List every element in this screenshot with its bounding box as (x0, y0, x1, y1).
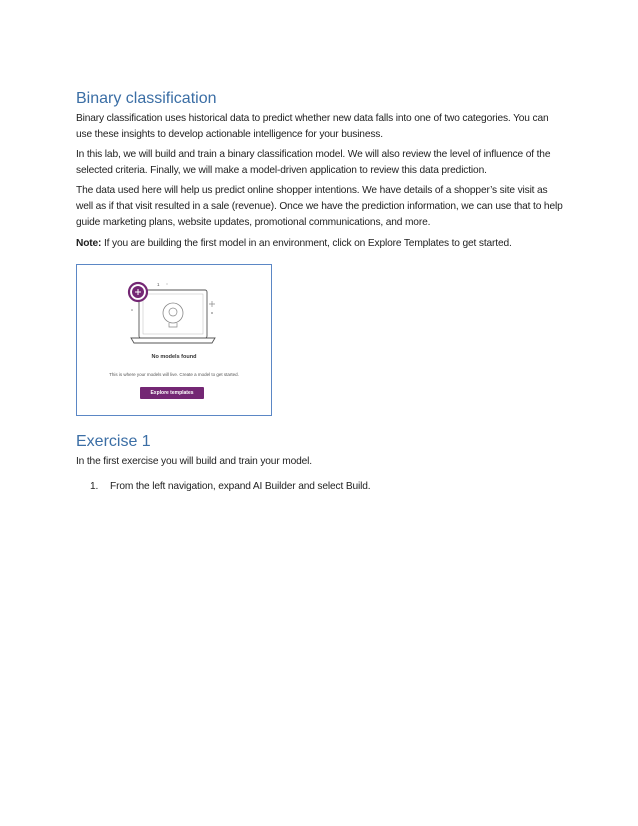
section-heading-exercise-1: Exercise 1 (76, 433, 151, 450)
note-label: Note: (76, 238, 102, 249)
list-item (90, 479, 370, 495)
paragraph-note (76, 236, 566, 252)
explore-templates-button[interactable]: Explore templates (140, 387, 204, 399)
empty-state-title: No models found (151, 354, 197, 360)
list-item-text: From the left navigation, expand AI Builder and select Build. (110, 481, 371, 492)
screenshot-figure (76, 264, 272, 416)
paragraph-data-description: The data used here will help us predict online shopper intentions. We have details of a shopper’s site visit as well as if that visit resulted in a sale (revenue). Once we have the prediction information, we can use that to help guide marketing plans, website updates, promotional communications, and more. (76, 185, 563, 228)
section-heading-binary-classification: Binary classification (76, 90, 217, 107)
note-text: If you are building the first model in an environment, click on Explore Templates to get started. (101, 238, 512, 249)
paragraph-exercise-intro: In the first exercise you will build and train your model. (76, 456, 312, 467)
paragraph-lab-overview: In this lab, we will build and train a binary classification model. We will also review the level of influence of the selected criteria. Finally, we will make a model-driven application to review this data prediction. (76, 149, 551, 176)
plus-circle-icon (129, 283, 147, 301)
empty-state-subtitle: This is where your models will live. Create a model to get started. (109, 372, 239, 377)
paragraph-intro: Binary classification uses historical data to predict whether new data falls into one of two categories. You can use these insights to develop actionable intelligence for your business. (76, 113, 549, 140)
list-item-number: 1. (90, 481, 99, 492)
badge-number: 1 (157, 282, 160, 287)
